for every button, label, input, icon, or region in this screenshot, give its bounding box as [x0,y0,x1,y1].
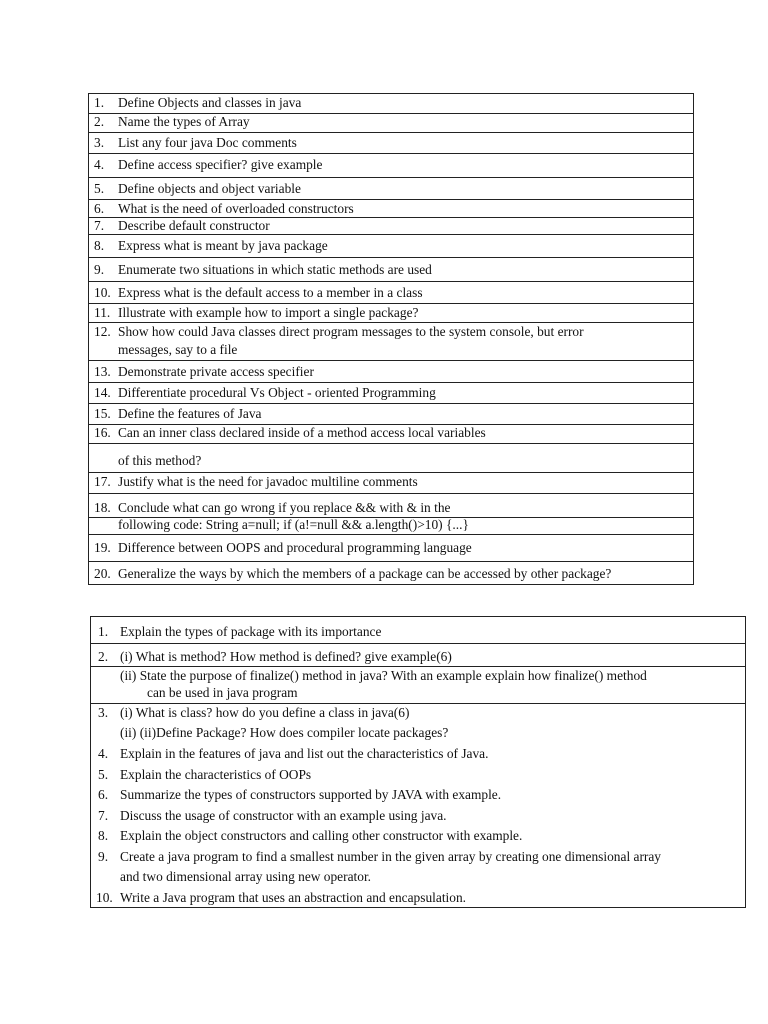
short-questions-table [88,93,694,585]
question-row [89,177,693,199]
question-number: 5. [98,767,109,782]
question-row [89,424,693,443]
question-text: Difference between OOPS and procedural programming language [118,540,472,555]
question-number: 11. [94,305,111,320]
question-text: Explain the object constructors and calling other constructor with example. [120,828,523,843]
question-number: 7. [98,808,109,823]
question-text: Define access specifier? give example [118,157,323,172]
question-number: 9. [94,262,105,277]
question-text: Summarize the types of constructors supported by JAVA with example. [120,787,502,802]
question-number: 1. [98,624,109,639]
question-number: 1. [94,95,105,110]
question-number: 2. [98,649,109,664]
long-questions-table [90,616,746,908]
question-row [89,257,693,281]
question-row [89,217,693,234]
question-text: Express what is the default access to a member in a class [118,285,423,300]
question-text: Conclude what can go wrong if you replace && with & in the [118,500,451,515]
question-number: 8. [94,238,105,253]
question-text: Describe default constructor [118,218,270,233]
question-row [89,534,693,561]
question-number: 14. [94,385,111,400]
question-text: Define the features of Java [118,406,262,421]
question-number: 18. [94,500,111,515]
question-number: 13. [94,364,111,379]
question-row [89,382,693,403]
question-text-continued: of this method? [118,453,202,468]
question-number: 20. [94,566,111,581]
question-text: Can an inner class declared inside of a method access local variables [118,425,486,440]
question-number: 19. [94,540,111,555]
question-text: List any four java Doc comments [118,135,297,150]
question-row [91,666,745,703]
question-part-i: (i) What is class? how do you define a class in java(6) [120,705,410,720]
question-number: 4. [94,157,105,172]
question-text: Explain the types of package with its importance [120,624,382,639]
question-group [91,703,745,908]
question-number: 3. [94,135,105,150]
question-row [89,281,693,303]
question-number: 6. [98,787,109,802]
question-number: 17. [94,474,111,489]
question-text: Define Objects and classes in java [118,95,302,110]
question-text-continued: and two dimensional array using new operator. [120,869,372,884]
question-text: Justify what is the need for javadoc multiline comments [118,474,418,489]
question-row [89,153,693,177]
question-number: 9. [98,849,109,864]
question-number: 16. [94,425,111,440]
question-row [89,360,693,382]
question-row [91,617,745,643]
question-text: Discuss the usage of constructor with an example using java. [120,808,447,823]
question-row [89,199,693,217]
question-text: Create a java program to find a smallest number in the given array by creating one dimensional array [120,849,662,864]
question-text-continued: following code: String a=null; if (a!=null && a.length()>10) {...} [118,517,469,532]
question-number: 2. [94,114,105,129]
question-row [89,493,693,517]
question-row [89,303,693,322]
question-text: Differentiate procedural Vs Object - oriented Programming [118,385,436,400]
question-row [89,472,693,493]
question-number: 15. [94,406,111,421]
question-text: Show how could Java classes direct program messages to the system console, but error [118,324,584,339]
question-text: Demonstrate private access specifier [118,364,314,379]
question-number: 7. [94,218,105,233]
question-row [89,322,693,360]
question-row [91,643,745,666]
question-row [89,517,693,534]
question-text: Explain the characteristics of OOPs [120,767,312,782]
question-part-ii: (ii) State the purpose of finalize() method in java? With an example explain how finalize() method [120,668,647,683]
question-number: 8. [98,828,109,843]
question-text: Write a Java program that uses an abstraction and encapsulation. [120,890,467,905]
question-text-continued: messages, say to a file [118,342,238,357]
question-text: Enumerate two situations in which static methods are used [118,262,432,277]
question-text: Generalize the ways by which the members of a package can be accessed by other package? [118,566,612,581]
question-number: 6. [94,201,105,216]
question-text: Illustrate with example how to import a single package? [118,305,419,320]
question-row [89,561,693,585]
question-row [89,443,693,472]
question-row [89,132,693,153]
row-divider [89,443,693,444]
question-row [89,234,693,257]
question-number: 10. [96,890,113,905]
question-text: Express what is meant by java package [118,238,328,253]
question-row [89,113,693,132]
question-number: 3. [98,705,109,720]
question-row [89,403,693,424]
question-number: 5. [94,181,105,196]
question-row [89,94,693,113]
question-number: 10. [94,285,111,300]
question-text: Name the types of Array [118,114,250,129]
question-text: Define objects and object variable [118,181,301,196]
question-text: Explain in the features of java and list out the characteristics of Java. [120,746,489,761]
question-number: 12. [94,324,111,339]
question-text-continued: can be used in java program [147,685,298,700]
question-text: What is the need of overloaded constructors [118,201,354,216]
question-part-ii: (ii) (ii)Define Package? How does compiler locate packages? [120,725,449,740]
question-number: 4. [98,746,109,761]
question-part-i: (i) What is method? How method is defined? give example(6) [120,649,452,664]
